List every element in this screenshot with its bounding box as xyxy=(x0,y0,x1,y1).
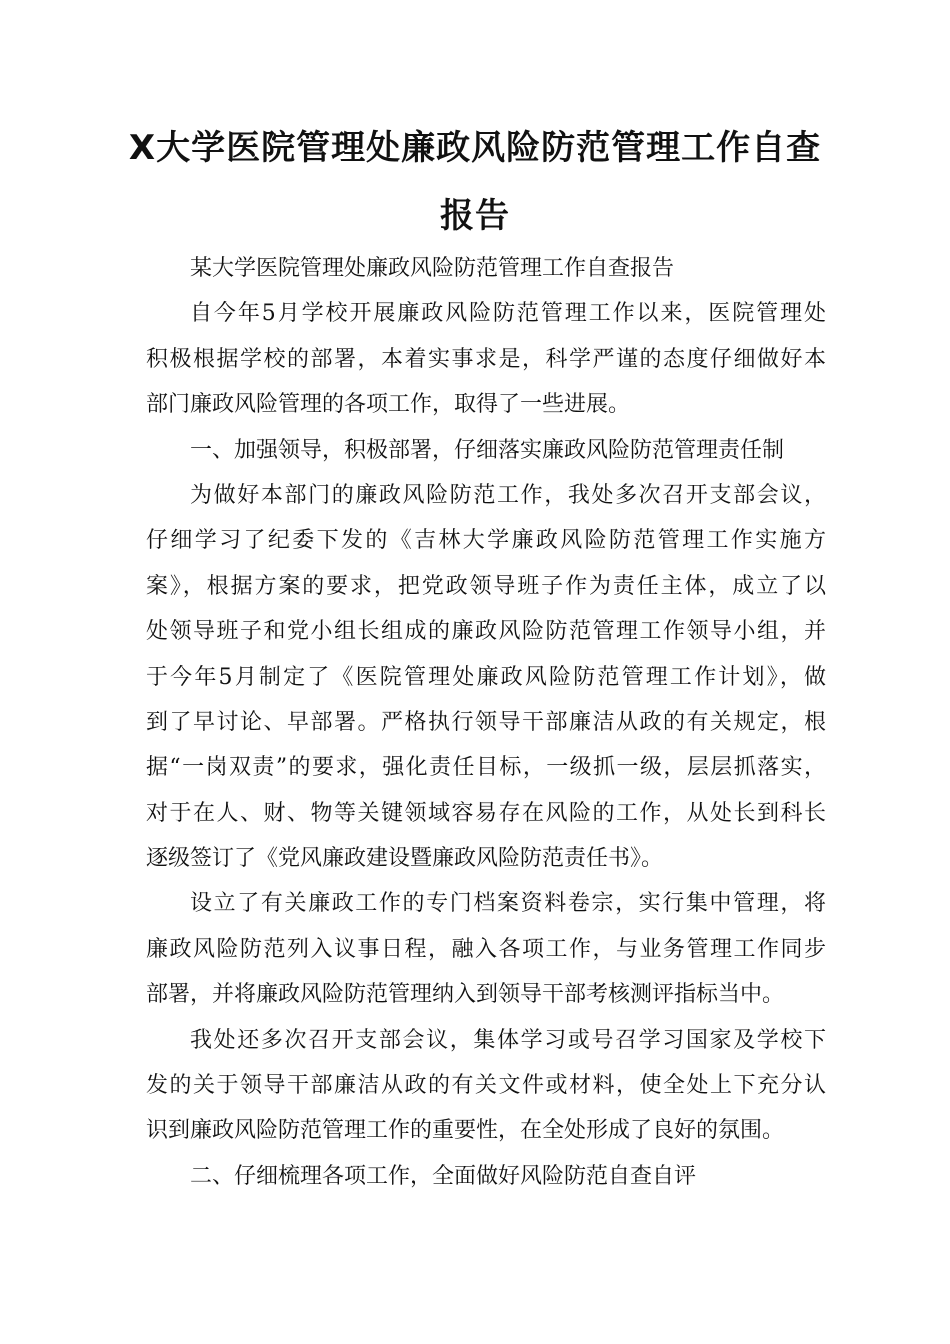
document-body xyxy=(146,246,826,1199)
body-text-line: 廉政风险防范列入议事日程，融入各项工作，与业务管理工作同步 xyxy=(146,936,826,962)
body-text-line: 部门廉政风险管理的各项工作，取得了一些进展。 xyxy=(146,392,631,418)
body-text-line: 到了早讨论、早部署。严格执行领导干部廉洁从政的有关规定，根 xyxy=(146,709,826,735)
document-title-line-1: X大学医院管理处廉政风险防范管理工作自查 xyxy=(128,128,822,168)
body-text-line: 为做好本部门的廉政风险防范工作，我处多次召开支部会议， xyxy=(190,482,826,508)
body-text-line: 某大学医院管理处廉政风险防范管理工作自查报告 xyxy=(190,256,675,281)
body-text-line: 二、仔细梳理各项工作，全面做好风险防范自查自评 xyxy=(190,1163,697,1189)
body-text-line: 处领导班子和党小组长组成的廉政风险防范管理工作领导小组，并 xyxy=(146,619,826,645)
body-text-line: 仔细学习了纪委下发的《吉林大学廉政风险防范管理工作实施方 xyxy=(146,528,826,554)
body-text-line: 案》，根据方案的要求，把党政领导班子作为责任主体，成立了以 xyxy=(146,573,826,599)
body-text-line: 一、加强领导，积极部署，仔细落实廉政风险防范管理责任制 xyxy=(190,437,785,463)
body-text-line: 我处还多次召开支部会议，集体学习或号召学习国家及学校下 xyxy=(190,1027,826,1053)
body-text-line: 积极根据学校的部署，本着实事求是，科学严谨的态度仔细做好本 xyxy=(146,346,826,372)
body-text-line: 自今年5月学校开展廉政风险防范管理工作以来，医院管理处 xyxy=(190,301,826,327)
document-title-line-2: 报告 xyxy=(440,196,510,236)
body-text-line: 于今年5月制定了《医院管理处廉政风险防范管理工作计划》，做 xyxy=(146,664,826,690)
body-text-line: 设立了有关廉政工作的专门档案资料卷宗，实行集中管理，将 xyxy=(190,891,826,917)
body-text-line: 对于在人、财、物等关键领域容易存在风险的工作，从处长到科长 xyxy=(146,800,826,826)
body-text-line: 发的关于领导干部廉洁从政的有关文件或材料，使全处上下充分认 xyxy=(146,1073,826,1099)
body-text-line: 逐级签订了《党风廉政建设暨廉政风险防范责任书》。 xyxy=(146,846,664,872)
body-text-line: 部署，并将廉政风险防范管理纳入到领导干部考核测评指标当中。 xyxy=(146,982,785,1008)
body-text-line: 据“一岗双责”的要求，强化责任目标，一级抓一级，层层抓落实， xyxy=(146,755,826,781)
body-text-line: 识到廉政风险防范管理工作的重要性，在全处形成了良好的氛围。 xyxy=(146,1118,785,1144)
